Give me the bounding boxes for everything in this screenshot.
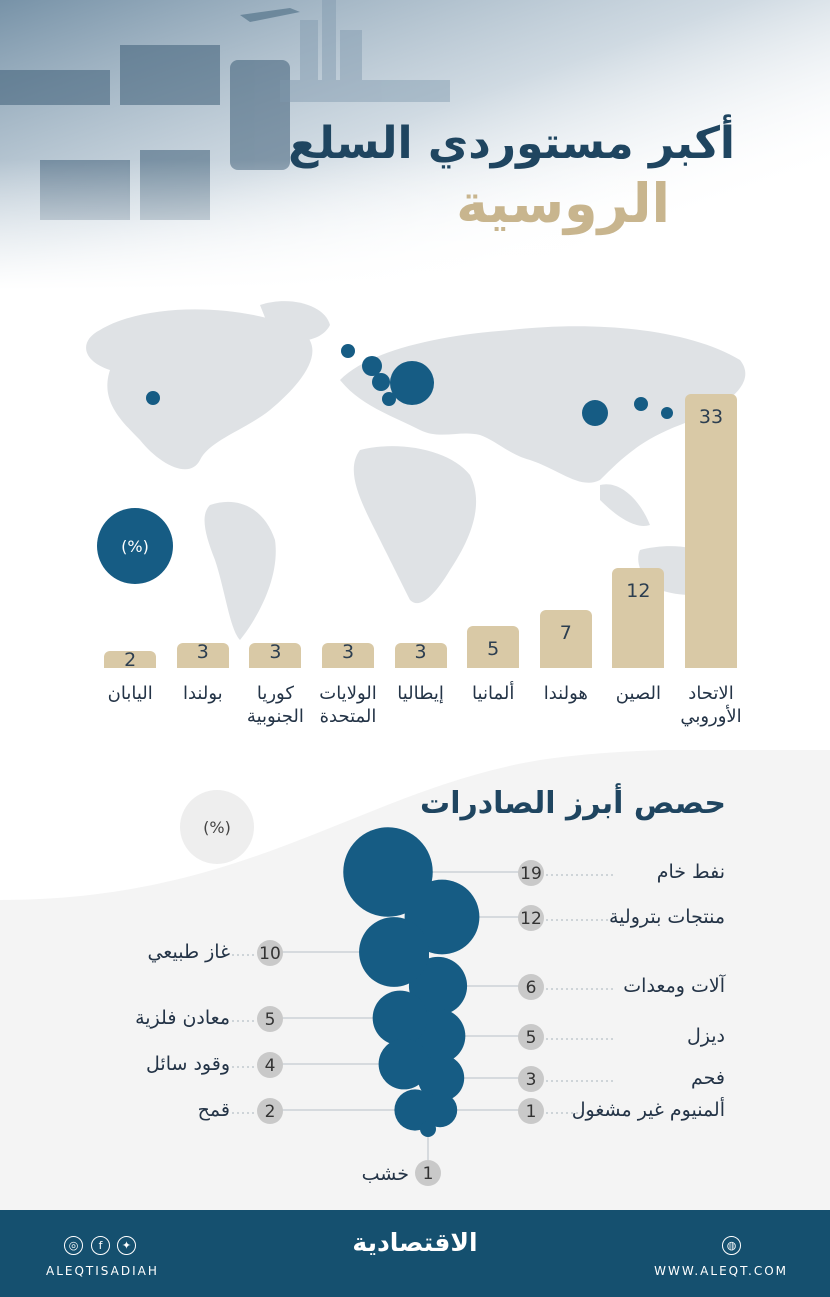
bar-value-label: 5 [487, 638, 500, 661]
twitter-icon[interactable]: ✦ [117, 1236, 136, 1255]
value-label: 1 [422, 1164, 434, 1184]
bar-category-label: إيطاليا [397, 683, 444, 704]
exports-title: حصص أبرز الصادرات [420, 786, 726, 821]
value-label: 12 [520, 909, 542, 929]
footer-brand-logo: الاقتصادية [352, 1228, 478, 1257]
value-label: 2 [264, 1102, 276, 1122]
category-label: منتجات بترولية [608, 906, 725, 928]
value-label: 5 [264, 1010, 276, 1030]
bar-value-label: 3 [341, 641, 355, 664]
bar-value-label: 33 [698, 406, 724, 428]
exports-unit-badge: (%) [180, 790, 254, 864]
export-bubble [420, 1121, 436, 1137]
category-label: ديزل [686, 1025, 725, 1047]
value-label: 6 [525, 978, 537, 998]
category-label: ألمنيوم غير مشغول [571, 1099, 725, 1121]
category-label: آلات ومعدات [623, 975, 725, 997]
bar-category-label: الولايات المتحدة [319, 683, 377, 727]
page-title: أكبر مستوردي السلع [288, 118, 735, 169]
footer-social-handle: ALEQTISADIAH [46, 1264, 159, 1278]
value-label: 19 [520, 864, 542, 884]
value-label: 3 [525, 1070, 537, 1090]
category-label: وقود سائل [146, 1053, 230, 1075]
globe-icon[interactable]: ◍ [722, 1236, 741, 1255]
export-bubble [373, 991, 428, 1046]
facebook-icon[interactable]: f [91, 1236, 110, 1255]
value-label: 1 [525, 1102, 537, 1122]
bar-value-label: 3 [414, 641, 427, 664]
value-label: 10 [259, 944, 281, 964]
bar-value-label: 3 [269, 641, 282, 664]
value-label: 5 [525, 1028, 537, 1048]
category-label: غاز طبيعي [147, 941, 230, 963]
page-subtitle: الروسية [456, 172, 670, 235]
bar-value-label: 3 [196, 641, 209, 664]
bar-value-label: 7 [559, 621, 572, 644]
export-bubble [379, 1039, 430, 1090]
instagram-icon[interactable]: ◎ [64, 1236, 83, 1255]
category-label: فحم [691, 1067, 725, 1089]
export-bubble [359, 917, 429, 987]
bar-category-label: الاتحاد الأوروبي [680, 683, 742, 727]
category-label: نفط خام [656, 861, 725, 883]
bar-category-label: كوريا الجنوبية [246, 683, 304, 727]
footer-website-link[interactable]: WWW.ALEQT.COM [654, 1264, 788, 1278]
bar-category-label: ألمانيا [472, 683, 515, 704]
category-label: قمح [197, 1099, 230, 1121]
chart-unit-badge: (%) [97, 508, 173, 584]
category-label: خشب [361, 1163, 409, 1185]
bar-category-label: الصين [615, 683, 661, 704]
bar-category-label: بولندا [182, 683, 223, 704]
value-label: 4 [264, 1056, 276, 1076]
bar-category-label: اليابان [107, 683, 153, 704]
bar-value-label: 12 [626, 580, 651, 603]
bar-category-label: هولندا [543, 683, 588, 704]
bar-value-label: 2 [124, 649, 137, 672]
category-label: معادن فلزية [135, 1007, 230, 1029]
